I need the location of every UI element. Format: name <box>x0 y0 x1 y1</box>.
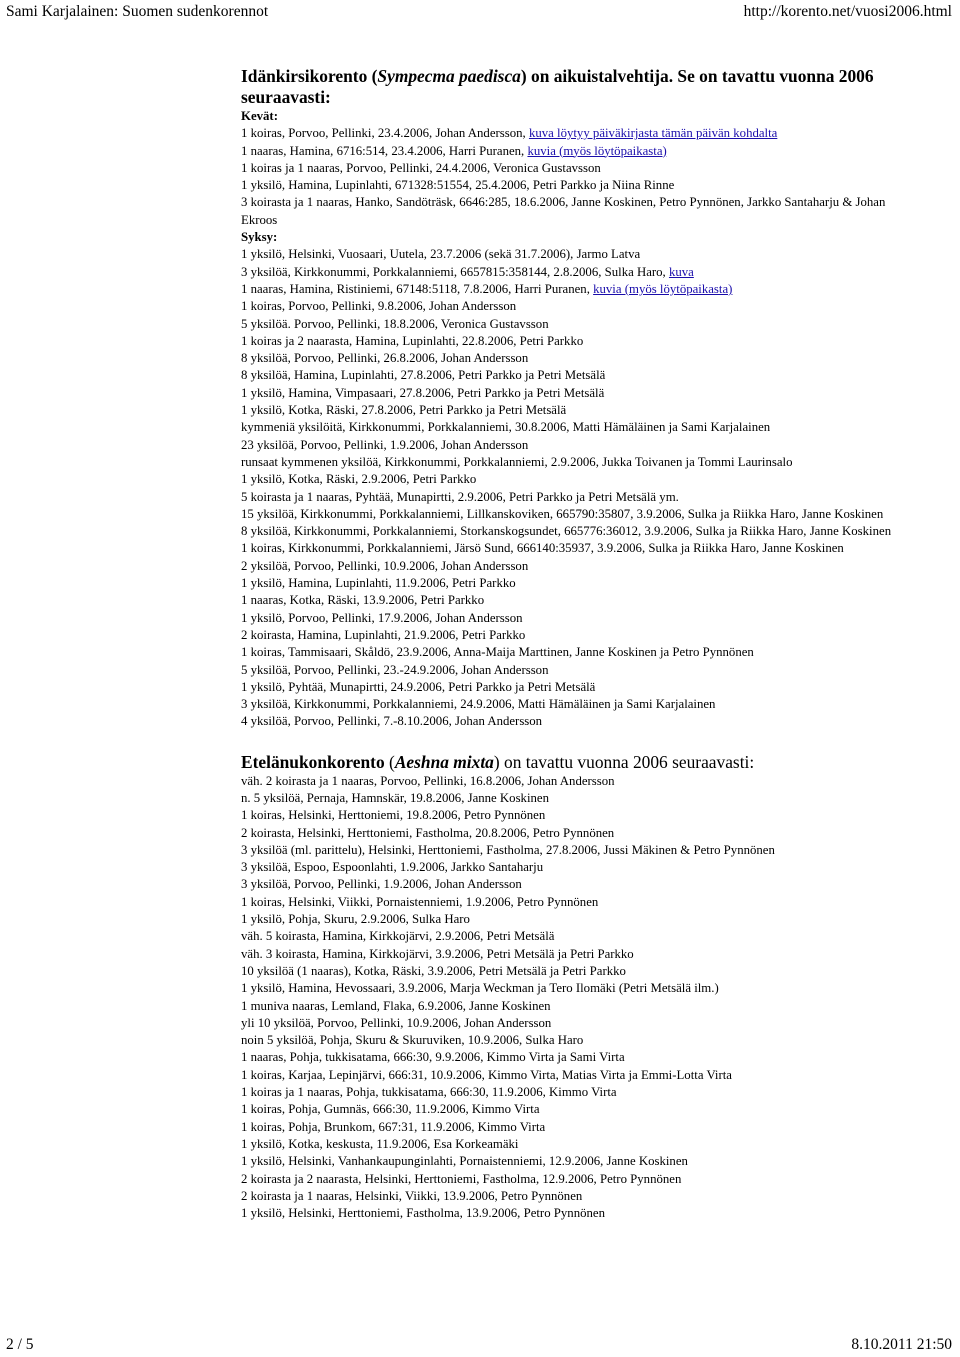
list-item <box>241 281 901 298</box>
entry-text: 3 yksilöä, Porvoo, Pellinki, 1.9.2006, Johan Andersson <box>241 877 522 892</box>
list-item <box>241 1015 901 1032</box>
print-header <box>0 0 960 22</box>
entry-text: 3 yksilöä, Kirkkonummi, Porkkalanniemi, 24.9.2006, Matti Hämäläinen ja Sami Karjalainen <box>241 697 716 712</box>
section1-heading: Idänkirsikorento (Sympecma paedisca) on aikuistalvehtija. Se on tavattu vuonna 2006 seuraavasti: <box>241 66 874 107</box>
list-item <box>241 1171 901 1188</box>
entry-text: 1 yksilö, Helsinki, Herttoniemi, Fastholma, 13.9.2006, Petro Pynnönen <box>241 1206 605 1221</box>
list-item <box>241 679 901 696</box>
entry-text: 2 yksilöä, Porvoo, Pellinki, 10.9.2006, Johan Andersson <box>241 558 529 573</box>
section2-heading: Etelänukonkorento (Aeshna mixta) on tavattu vuonna 2006 seuraavasti: <box>241 751 755 772</box>
list-item <box>241 592 901 609</box>
entry-text: 1 naaras, Kotka, Räski, 13.9.2006, Petri Parkko <box>241 593 485 608</box>
entry-text: 1 yksilö, Hamina, Lupinlahti, 671328:51554, 25.4.2006, Petri Parkko ja Niina Rinne <box>241 178 675 193</box>
list-item <box>241 454 901 471</box>
list-item <box>241 1119 901 1136</box>
list-item <box>241 471 901 488</box>
entry-text: 5 koirasta ja 1 naaras, Pyhtää, Munapirtti, 2.9.2006, Petri Parkko ja Petri Metsälä ym. <box>241 489 679 504</box>
list-item <box>241 842 901 859</box>
entry-text: 1 koiras, Porvoo, Pellinki, 9.8.2006, Johan Andersson <box>241 299 517 314</box>
list-item <box>241 437 901 454</box>
entry-text: 3 yksilöä, Espoo, Espoonlahti, 1.9.2006, Jarkko Santaharju <box>241 860 544 875</box>
autumn-list <box>241 246 901 730</box>
list-item <box>241 316 901 333</box>
entry-text: väh. 5 koirasta, Hamina, Kirkkojärvi, 2.9.2006, Petri Metsälä <box>241 929 555 944</box>
entry-text: 8 yksilöä, Kirkkonummi, Porkkalanniemi, Storkanskogsundet, 665776:36012, 3.9.2006, Sulka ja Riikka Haro, Janne Koskinen <box>241 524 892 539</box>
entry-text: 1 yksilö, Hamina, Vimpasaari, 27.8.2006, Petri Parkko ja Petri Metsälä <box>241 385 605 400</box>
list-item <box>241 367 901 384</box>
entry-text: yli 10 yksilöä, Porvoo, Pellinki, 10.9.2006, Johan Andersson <box>241 1015 552 1030</box>
list-item <box>241 402 901 419</box>
entry-text: 2 koirasta ja 2 naarasta, Helsinki, Herttoniemi, Fastholma, 12.9.2006, Petro Pynnönen <box>241 1171 682 1186</box>
list-item <box>241 489 901 506</box>
list-item <box>241 1049 901 1066</box>
entry-text: 4 yksilöä, Porvoo, Pellinki, 7.-8.10.2006, Johan Andersson <box>241 714 543 729</box>
list-item <box>241 825 901 842</box>
list-item <box>241 264 901 281</box>
list-item <box>241 946 901 963</box>
print-footer <box>0 1331 960 1357</box>
list-item <box>241 980 901 997</box>
entry-text: 1 naaras, Hamina, Ristiniemi, 67148:5118, 7.8.2006, Harri Puranen, <box>241 281 594 296</box>
list-item <box>241 506 901 523</box>
spacer <box>241 731 901 752</box>
list-item <box>241 298 901 315</box>
entry-text: väh. 3 koirasta, Hamina, Kirkkojärvi, 3.9.2006, Petri Metsälä ja Petri Parkko <box>241 946 634 961</box>
entry-text: kymmeniä yksilöitä, Kirkkonummi, Porkkalanniemi, 30.8.2006, Matti Hämäläinen ja Sami Karjalainen <box>241 420 771 435</box>
photo-link[interactable]: kuvia (myös löytöpaikasta) <box>593 281 733 296</box>
list-item <box>241 807 901 824</box>
entry-text: 1 yksilö, Pohja, Skuru, 2.9.2006, Sulka Haro <box>241 912 470 927</box>
entry-text: 1 koiras, Helsinki, Herttoniemi, 19.8.2006, Petro Pynnönen <box>241 808 546 823</box>
entry-text: 10 yksilöä (1 naaras), Kotka, Räski, 3.9.2006, Petri Metsälä ja Petri Parkko <box>241 963 626 978</box>
autumn-label: Syksy: <box>241 230 278 245</box>
list-item <box>241 928 901 945</box>
entry-text: 1 yksilö, Porvoo, Pellinki, 17.9.2006, Johan Andersson <box>241 610 523 625</box>
entry-text: noin 5 yksilöä, Pohja, Skuru & Skuruviken, 10.9.2006, Sulka Haro <box>241 1033 584 1048</box>
list-item <box>241 963 901 980</box>
list-item <box>241 1188 901 1205</box>
list-item <box>241 911 901 928</box>
entry-text: 1 yksilö, Helsinki, Vuosaari, Uutela, 23.7.2006 (sekä 31.7.2006), Jarmo Latva <box>241 247 641 262</box>
list-item <box>241 333 901 350</box>
list-item <box>241 575 901 592</box>
entry-text: 1 koiras ja 1 naaras, Porvoo, Pellinki, 24.4.2006, Veronica Gustavsson <box>241 160 601 175</box>
entry-text: 1 naaras, Pohja, tukkisatama, 666:30, 9.9.2006, Kimmo Virta ja Sami Virta <box>241 1050 625 1065</box>
entry-text: 1 yksilö, Hamina, Lupinlahti, 11.9.2006, Petri Parkko <box>241 576 516 591</box>
photo-link[interactable]: kuva <box>668 264 694 279</box>
entry-text: 1 yksilö, Kotka, keskusta, 11.9.2006, Esa Korkeamäki <box>241 1136 519 1151</box>
entry-text: 5 yksilöä. Porvoo, Pellinki, 18.8.2006, Veronica Gustavsson <box>241 316 549 331</box>
list-item <box>241 773 901 790</box>
mixta-list <box>241 773 901 1223</box>
list-item <box>241 662 901 679</box>
entry-text: 1 koiras, Porvoo, Pellinki, 23.4.2006, Johan Andersson, <box>241 126 529 141</box>
entry-text: 1 naaras, Hamina, 6716:514, 23.4.2006, Harri Puranen, <box>241 143 528 158</box>
list-item <box>241 419 901 436</box>
list-item <box>241 143 901 160</box>
entry-text: 8 yksilöä, Hamina, Lupinlahti, 27.8.2006, Petri Parkko ja Petri Metsälä <box>241 368 606 383</box>
entry-text: 1 koiras, Kirkkonummi, Porkkalanniemi, Järsö Sund, 666140:35937, 3.9.2006, Sulka ja Riikka Haro, Janne Koskinen <box>241 541 844 556</box>
list-item <box>241 1067 901 1084</box>
entry-text: 1 muniva naaras, Lemland, Flaka, 6.9.2006, Janne Koskinen <box>241 998 551 1013</box>
list-item <box>241 1032 901 1049</box>
entry-text: n. 5 yksilöä, Pernaja, Hamnskär, 19.8.2006, Janne Koskinen <box>241 790 549 805</box>
entry-text: 1 koiras, Helsinki, Viikki, Pornaistenniemi, 1.9.2006, Petro Pynnönen <box>241 894 599 909</box>
print-datetime: 8.10.2011 21:50 <box>851 1336 952 1353</box>
header-title: Sami Karjalainen: Suomen sudenkorennot <box>6 3 269 20</box>
list-item <box>241 876 901 893</box>
entry-text: 1 yksilö, Helsinki, Vanhankaupunginlahti, Pornaistenniemi, 12.9.2006, Janne Koskinen <box>241 1154 688 1169</box>
list-item <box>241 125 901 142</box>
list-item <box>241 644 901 661</box>
entry-text: 1 yksilö, Kotka, Räski, 2.9.2006, Petri Parkko <box>241 472 477 487</box>
entry-text: 2 koirasta ja 1 naaras, Helsinki, Viikki, 13.9.2006, Petro Pynnönen <box>241 1188 583 1203</box>
list-item <box>241 627 901 644</box>
list-item <box>241 1136 901 1153</box>
list-item <box>241 610 901 627</box>
entry-text: 23 yksilöä, Porvoo, Pellinki, 1.9.2006, Johan Andersson <box>241 437 529 452</box>
photo-link[interactable]: kuva löytyy päiväkirjasta tämän päivän kohdalta <box>528 126 778 141</box>
entry-text: 1 koiras, Pohja, Brunkom, 667:31, 11.9.2006, Kimmo Virta <box>241 1119 546 1134</box>
entry-text: runsaat kymmenen yksilöä, Kirkkonummi, Porkkalanniemi, 2.9.2006, Jukka Toivanen ja Tommi Laurinsalo <box>241 454 793 469</box>
entry-text: 8 yksilöä, Porvoo, Pellinki, 26.8.2006, Johan Andersson <box>241 351 529 366</box>
entry-text: 1 koiras, Karjaa, Lepinjärvi, 666:31, 10.9.2006, Kimmo Virta, Matias Virta ja Emmi-Lotta Virta <box>241 1067 732 1082</box>
entry-text: 1 yksilö, Pyhtää, Munapirtti, 24.9.2006, Petri Parkko ja Petri Metsälä <box>241 679 596 694</box>
entry-text: 3 koirasta ja 1 naaras, Hanko, Sandöträsk, 6646:285, 18.6.2006, Janne Koskinen, Petro Pynnönen, Jarkko Santaharju & Johan Ekroos <box>241 195 886 227</box>
entry-text: 1 koiras ja 2 naarasta, Hamina, Lupinlahti, 22.8.2006, Petri Parkko <box>241 333 584 348</box>
list-item <box>241 1101 901 1118</box>
entry-text: 1 koiras, Pohja, Gumnäs, 666:30, 11.9.2006, Kimmo Virta <box>241 1102 540 1117</box>
list-item <box>241 540 901 557</box>
list-item <box>241 894 901 911</box>
list-item <box>241 1084 901 1101</box>
entry-text: 1 yksilö, Kotka, Räski, 27.8.2006, Petri Parkko ja Petri Metsälä <box>241 403 567 418</box>
list-item <box>241 1205 901 1222</box>
page-content <box>241 66 901 1222</box>
header-url: http://korento.net/vuosi2006.html <box>743 3 952 20</box>
entry-text: 2 koirasta, Hamina, Lupinlahti, 21.9.2006, Petri Parkko <box>241 627 526 642</box>
entry-text: 2 koirasta, Helsinki, Herttoniemi, Fastholma, 20.8.2006, Petro Pynnönen <box>241 825 615 840</box>
entry-text: 1 koiras, Tammisaari, Skåldö, 23.9.2006, Anna-Maija Marttinen, Janne Koskinen ja Petro Pynnönen <box>241 645 754 660</box>
entry-text: 1 koiras ja 1 naaras, Pohja, tukkisatama, 666:30, 11.9.2006, Kimmo Virta <box>241 1085 617 1100</box>
list-item <box>241 713 901 730</box>
entry-text: 5 yksilöä, Porvoo, Pellinki, 23.-24.9.2006, Johan Andersson <box>241 662 549 677</box>
list-item <box>241 385 901 402</box>
list-item <box>241 160 901 177</box>
list-item <box>241 177 901 194</box>
spring-list <box>241 125 901 229</box>
list-item <box>241 246 901 263</box>
list-item <box>241 1153 901 1170</box>
list-item <box>241 194 901 229</box>
list-item <box>241 523 901 540</box>
entry-text: 3 yksilöä (ml. parittelu), Helsinki, Herttoniemi, Fastholma, 27.8.2006, Jussi Mäkinen & Petro Pynnönen <box>241 842 775 857</box>
list-item <box>241 350 901 367</box>
spring-label: Kevät: <box>241 109 278 123</box>
list-item <box>241 558 901 575</box>
entry-text: 1 yksilö, Hamina, Hevossaari, 3.9.2006, Marja Weckman ja Tero Ilomäki (Petri Metsälä ilm.) <box>241 981 719 996</box>
entry-text: 3 yksilöä, Kirkkonummi, Porkkalanniemi, 6657815:358144, 2.8.2006, Sulka Haro, <box>241 264 669 279</box>
entry-text: väh. 2 koirasta ja 1 naaras, Porvoo, Pellinki, 16.8.2006, Johan Andersson <box>241 773 615 788</box>
list-item <box>241 696 901 713</box>
list-item <box>241 790 901 807</box>
entry-text: 15 yksilöä, Kirkkonummi, Porkkalanniemi, Lillkanskoviken, 665790:35807, 3.9.2006, Sulka ja Riikka Haro, Janne Koskinen <box>241 506 884 521</box>
list-item <box>241 998 901 1015</box>
photo-link[interactable]: kuvia (myös löytöpaikasta) <box>527 143 667 158</box>
list-item <box>241 859 901 876</box>
page-number: 2 / 5 <box>6 1336 34 1353</box>
